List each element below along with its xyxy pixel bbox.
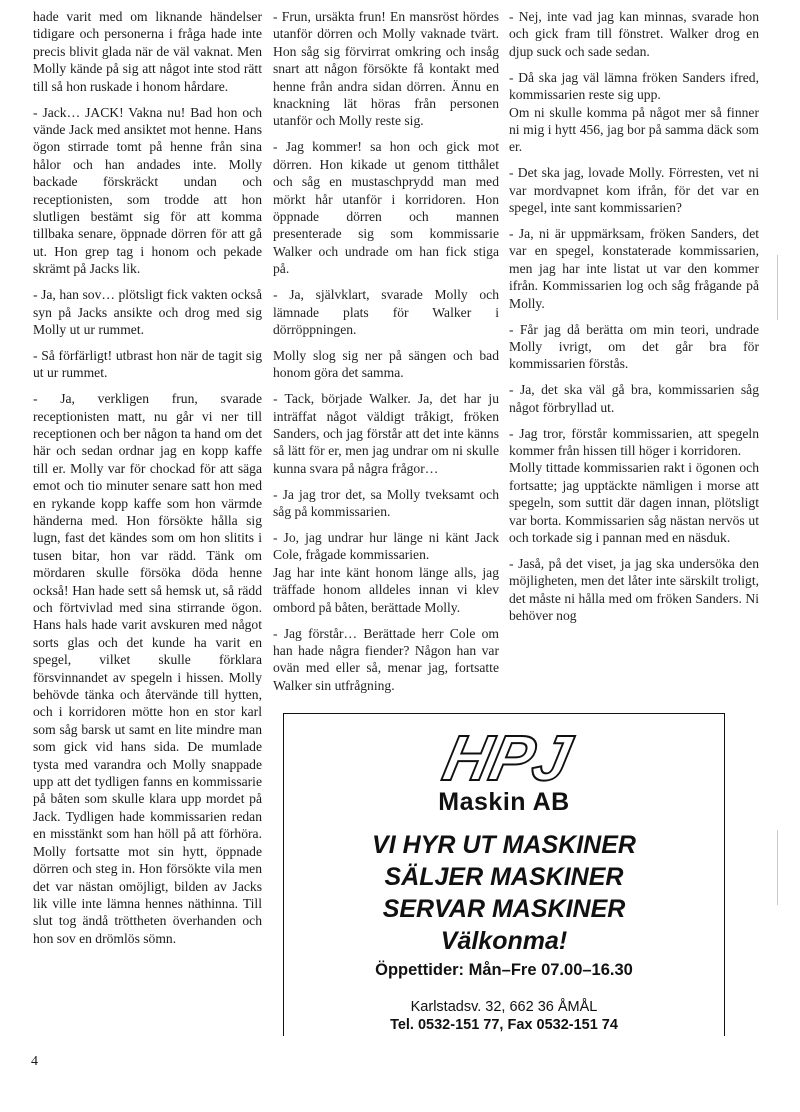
article-paragraph: - Ja, ni är uppmärksam, fröken Sanders, det var en spegel, konstaterade kommissarien, men jag har inte listat ut var den kommer ifrån. Kommissarien log och såg frågande på Molly. [509, 225, 759, 311]
article-paragraph: - Frun, ursäkta frun! En mansröst hördes utanför dörren och Molly vaknade tvärt. Hon såg sig förvirrat omkring och insåg snart att någon försökte få kontakt med henne från andra sidan dörren. Ännu en knackning lät höras från personen utanför och Molly reste sig. [273, 9, 499, 129]
article-paragraph: - Då ska jag väl lämna fröken Sanders ifred, kommissarien reste sig upp. Om ni skulle komma på något mer så finner ni mig i hytt 456, jag bor på samma däck som er. [509, 69, 759, 155]
company-name: Maskin AB [438, 788, 570, 816]
article-paragraph: - Jag tror, förstår kommissarien, att spegeln kommer från hissen till höger i korridoren. Molly tittade kommissarien rakt i ögonen och fortsatte; jag upptäckte nämligen i morse att spegeln, som suttit där dagen innan, plötsligt var borta. Kommissarien såg nästan nervös ut och torkade sig i pannan med en näsduk. [509, 425, 759, 545]
article-paragraph: - Nej, inte vad jag kan minnas, svarade hon och gick fram till fönstret. Walker drog en djup suck och sade sedan. [509, 9, 759, 59]
article-paragraph: - Jag förstår… Berättade herr Cole om han hade några fiender? Någon han var ovän med eller så, menar jag, fortsatte Walker sin utfrågning. [273, 625, 499, 693]
address: Karlstadsv. 32, 662 36 ÅMÅL [410, 999, 598, 1015]
page-number: 4 [31, 1054, 38, 1069]
article-paragraph: - Ja, verkligen frun, svarade receptionisten matt, nu går vi ner till receptionen och ber någon ta hand om det här och sedan ordnar jag en kopp kaffe till er. Molly var för chockad för att säga emot och tio minuter senare satt hon med en rykande kopp kaffe som hon värmde händerna med. Hon försökte hålla sig lugn, fast det kändes som om hon slitits i tusen bitar, hon var rädd. Tänk om mördaren skulle försöka döda henne också! Han hade sett så hemsk ut, så rädd och förtvivlad med sina stirrande ögon. Hans hals hade varit avskuren med något sorts glas och det kunde ha varit en spegel, vilket skulle förklara försvinnandet av spegeln i hissen. Molly behövde tänka och återvände till hytten, och i korridoren mötte hon en stor karl som såg barsk ut samt en lite mindre man som gick vid hans sida. De mumlade tysta med varandra och Molly snappade upp att det tydligen fanns en kommissarie på båten som skulle klara upp mordet på Jack. Tydligen hade kommissarien redan en misstänkt som han höll på att förhöra. Molly fortsatte mot sin hytt, öppnade dörren och steg in. Hon försökte vila men det var nästan omöjligt, bilden av Jacks lik ville inte lämna hennes näthinna. Till slut tog ändå tröttheten överhanden och hon sov en drömlös sömn. [33, 391, 262, 946]
article-paragraph: - Jo, jag undrar hur länge ni känt Jack Cole, frågade kommissarien. Jag har inte känt honom länge alls, jag träffade honom alldeles innan vi klev ombord på båten, berättade Molly. [273, 529, 499, 615]
article-paragraph: - Får jag då berätta om min teori, undrade Molly ivrigt, om det går bra för kommissarien förstås. [509, 321, 759, 372]
hpj-logo [414, 726, 594, 786]
welcome-text: Välkonma! [440, 927, 568, 955]
article-column-1 [33, 8, 262, 956]
article-paragraph: - Ja, han sov… plötsligt fick vakten också syn på Jacks ansikte och drog med sig Molly ut ur rummet. [33, 287, 262, 337]
slogan-sell: SÄLJER MASKINER [384, 863, 624, 891]
article-paragraph: Molly slog sig ner på sängen och bad honom göra det samma. [273, 347, 499, 381]
article-paragraph: - Jaså, på det viset, ja jag ska undersöka den möjligheten, men det låter inte särskilt troligt, det måste ni hålla med om fröken Sanders. Ni behöver nog [509, 555, 759, 624]
article-paragraph: - Jag kommer! sa hon och gick mot dörren. Hon kikade ut genom titthålet och såg en mustaschprydd man med mörkt hår utanför i korridoren. Hon öppnade dörren och mannen presenterade sig som kommissarie Walker och undrade om han fick stiga på. [273, 139, 499, 277]
phone-fax: Tel. 0532-151 77, Fax 0532-151 74 [390, 1017, 618, 1033]
opening-hours: Öppettider: Mån–Fre 07.00–16.30 [375, 961, 633, 979]
article-paragraph: - Ja, det ska väl gå bra, kommissarien såg något förbryllad ut. [509, 382, 759, 415]
article-paragraph: - Det ska jag, lovade Molly. Förresten, vet ni var mordvapnet kom ifrån, för det var en spegel, inte sant kommissarien? [509, 165, 759, 216]
article-paragraph: - Ja, självklart, svarade Molly och lämnade plats för Walker i dörröppningen. [273, 287, 499, 337]
article-paragraph: - Jack… JACK! Vakna nu! Bad hon och vände Jack med ansiktet mot henne. Hans ögon stirrade tomt på henne från sina hålor och han andades inte. Molly backade förskräckt undan och receptionisten, som trodde att hon slutligen bestämt sig för att komma tillbaka senare, öppnade dörren för att gå ut. Hon grep tag i honom och pekade skrämt på Jacks lik. [33, 104, 262, 277]
scan-edge-mark [777, 830, 778, 905]
article-column-2 [273, 8, 499, 703]
article-paragraph: - Ja jag tror det, sa Molly tveksamt och såg på kommissarien. [273, 486, 499, 520]
slogan-service: SERVAR MASKINER [382, 895, 626, 923]
article-paragraph: hade varit med om liknande händelser tidigare och personerna i fråga hade inte precis blivit glada när de väl vaknat. Men Molly kände på sig att något inte stod rätt till så hon ruskade i honom hårdare. [33, 9, 262, 94]
article-paragraph: - Så förfärligt! utbrast hon när de tagit sig ut ur rummet. [33, 347, 262, 381]
slogan-rent: VI HYR UT MASKINER [372, 831, 636, 859]
scan-edge-mark [777, 255, 778, 320]
logo-text: HPJ [437, 726, 578, 786]
article-paragraph: - Tack, började Walker. Ja, det har ju inträffat något väldigt tråkigt, fröken Sanders, och jag förstår att det inte känns så lätt för er, men jag undrar om ni skulle kunna svara på några frågor… [273, 391, 499, 476]
article-column-3 [509, 8, 759, 633]
advertisement-hpj-maskin [283, 713, 725, 1036]
